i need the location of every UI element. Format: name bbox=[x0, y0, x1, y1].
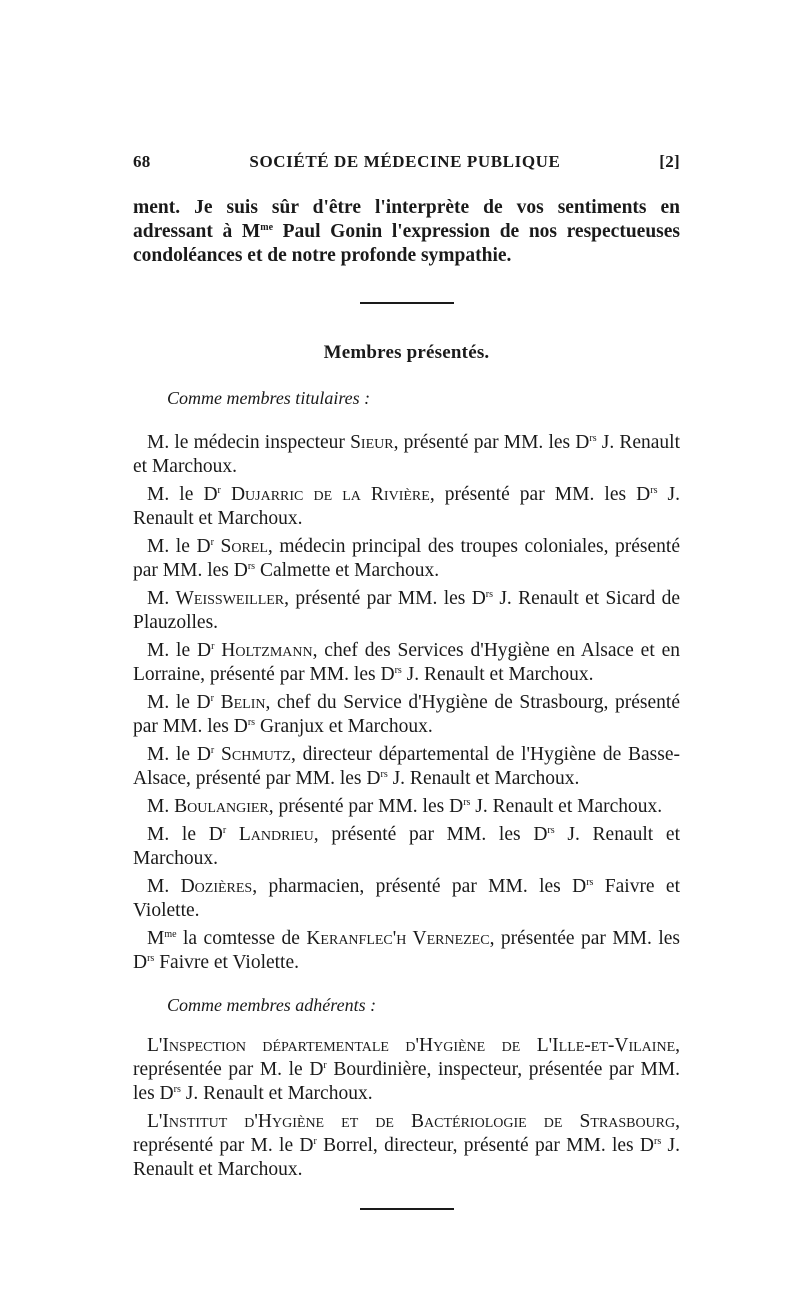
running-title: SOCIÉTÉ DE MÉDECINE PUBLIQUE bbox=[249, 152, 561, 171]
member-entry: M. Weissweiller, présenté par MM. les $D^{rs}$ J. Renault et Sicard de Plauzolles. bbox=[133, 588, 680, 633]
member-name: Belin bbox=[220, 692, 266, 713]
member-entry: M. le médecin inspecteur Sieur, présenté par MM. les $D^{rs}$ J. Renault et Marchoux. bbox=[133, 432, 680, 477]
running-header bbox=[133, 152, 680, 180]
member-entry: M. le $D^r$ Dujarric de la Rivière, présenté par MM. les $D^{rs}$ J. Renault et Marchoux. bbox=[133, 484, 681, 529]
member-entry: M. le $D^r$ Sorel, médecin principal des troupes coloniales, présenté par MM. les $D^{rs}$ Calmette et Marchoux. bbox=[133, 536, 681, 581]
member-name: Keranflec'h Vernezec bbox=[306, 928, 490, 949]
titulaires-list bbox=[133, 431, 680, 975]
member-entry: M. le $D^r$ Holtzmann, chef des Services d'Hygiène en Alsace et en Lorraine, présenté par MM. les $D^{rs}$ J. Renault et Marchoux. bbox=[133, 640, 680, 685]
member-entry: M. Boulangier, présenté par MM. les $D^{rs}$ J. Renault et Marchoux. bbox=[147, 796, 663, 817]
page-number: 68 bbox=[133, 152, 151, 171]
member-name: Sieur bbox=[350, 432, 394, 453]
titulaires-heading: Comme membres titulaires : bbox=[167, 388, 371, 408]
member-entry: M. le $D^r$ Belin, chef du Service d'Hygiène de Strasbourg, présenté par MM. les $D^{rs}$ Granjux et Marchoux. bbox=[133, 692, 680, 737]
member-name: Sorel bbox=[220, 536, 268, 557]
member-name: Boulangier bbox=[174, 796, 269, 817]
member-entry: L'Inspection départementale d'Hygiène de L'Ille-et-Vilaine, représentée par M. le $D^r$ Bourdinière, inspecteur, présentée par MM. les $D^{rs}$ J. Renault et Marchoux. bbox=[133, 1035, 680, 1104]
member-name: Weissweiller bbox=[175, 588, 285, 609]
end-divider bbox=[360, 1208, 454, 1210]
lead-paragraph: ment. Je suis sûr d'être l'interprète de vos sentiments en adressant à $M^{me}$ Paul Gonin l'expression de nos respectueuses condoléances et de notre profonde sympathie. bbox=[133, 197, 680, 266]
member-name: L'Institut d'Hygiène et de Bactériologie de Strasbourg bbox=[147, 1111, 676, 1132]
member-name: Landrieu bbox=[238, 824, 314, 845]
member-name: Dozières bbox=[180, 876, 253, 897]
member-entry: L'Institut d'Hygiène et de Bactériologie de Strasbourg, représenté par M. le $D^r$ Borrel, directeur, présenté par MM. les $D^{rs}$ J. Renault et Marchoux. bbox=[133, 1111, 680, 1180]
member-name: Dujarric de la Rivière bbox=[230, 484, 430, 505]
section-title: Membres présentés. bbox=[323, 342, 490, 363]
adherents-heading: Comme membres adhérents : bbox=[167, 995, 377, 1015]
section-divider bbox=[360, 302, 454, 304]
document-page bbox=[133, 152, 680, 1210]
member-entry: M. le $D^r$ Landrieu, présenté par MM. les $D^{rs}$ J. Renault et Marchoux. bbox=[133, 824, 680, 869]
section-mark: [2] bbox=[659, 152, 680, 171]
adherents-list bbox=[133, 1034, 680, 1182]
member-entry: $M^{me}$ la comtesse de Keranflec'h Vernezec, présentée par MM. les $D^{rs}$ Faivre et Violette. bbox=[133, 928, 680, 973]
member-name: Holtzmann bbox=[221, 640, 313, 661]
member-name: Schmutz bbox=[221, 744, 291, 765]
member-entry: M. le $D^r$ Schmutz, directeur départemental de l'Hygiène de Basse-Alsace, présenté par MM. les $D^{rs}$ J. Renault et Marchoux. bbox=[133, 744, 680, 789]
member-name: L'Inspection départementale d'Hygiène de L'Ille-et-Vilaine bbox=[147, 1035, 676, 1056]
member-entry: M. Dozières, pharmacien, présenté par MM. les $D^{rs}$ Faivre et Violette. bbox=[133, 876, 681, 921]
